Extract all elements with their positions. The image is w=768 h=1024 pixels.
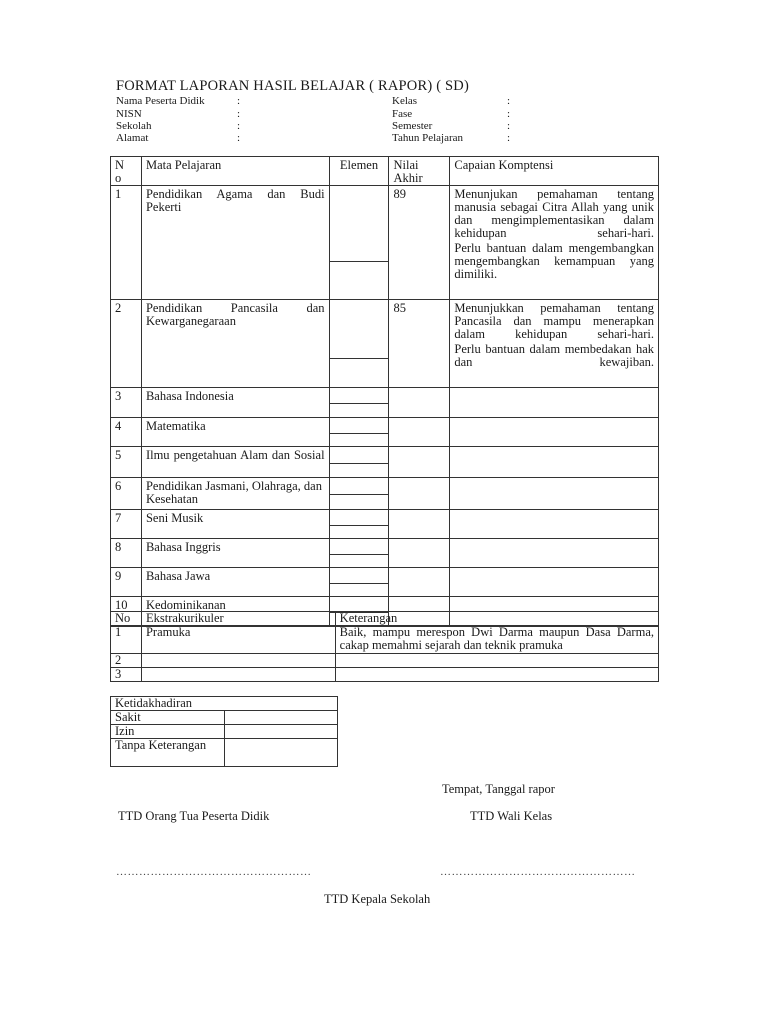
grade-row [111, 568, 659, 597]
element-split [330, 570, 389, 596]
principal-signature-label: TTD Kepala Sekolah [324, 892, 431, 906]
grade-score [389, 388, 450, 418]
grade-row [111, 388, 659, 418]
grade-no: 8 [111, 539, 142, 568]
grade-no: 5 [111, 447, 142, 478]
element-slot [330, 512, 389, 525]
extracurricular-row [111, 626, 659, 654]
extra-header-name: Ekstrakurikuler [141, 612, 335, 626]
teacher-signature-label: TTD Wali Kelas [470, 809, 553, 823]
grade-row [111, 478, 659, 510]
document-title: FORMAT LAPORAN HASIL BELAJAR ( RAPOR) ( SD) [116, 78, 470, 94]
grade-subject: Bahasa Inggris [141, 539, 329, 568]
element-slot [330, 390, 389, 403]
grades-table [110, 156, 659, 627]
header-element: Elemen [329, 157, 389, 186]
identity-left-colon: : [237, 120, 241, 132]
absence-label: Sakit [111, 711, 225, 725]
element-split [330, 512, 389, 538]
element-slot [330, 463, 389, 478]
identity-right-colon: : [507, 108, 511, 120]
absence-value [224, 725, 337, 739]
header-score: Nilai Akhir [389, 157, 450, 186]
grade-element [329, 478, 389, 510]
extra-note [335, 668, 658, 682]
absence-label: Tanpa Keterangan [111, 739, 225, 767]
extra-name: Pramuka [141, 626, 335, 654]
element-slot [330, 449, 389, 463]
element-split [330, 390, 389, 417]
identity-left-colon: : [237, 95, 241, 107]
grade-row [111, 447, 659, 478]
extra-header-no: No [111, 612, 142, 626]
grade-row [111, 539, 659, 568]
grade-no: 10 [111, 597, 142, 627]
identity-right-colon: : [507, 132, 511, 144]
header-subject: Mata Pelajaran [141, 157, 329, 186]
grade-subject: Seni Musik [141, 510, 329, 539]
grade-no: 2 [111, 300, 142, 388]
extra-note [335, 654, 658, 668]
grade-row [111, 418, 659, 447]
absence-row [111, 725, 338, 739]
element-slot [330, 420, 389, 433]
element-slot [330, 480, 389, 494]
grade-subject: Pendidikan Pancasila dan Kewarganegaraan [141, 300, 329, 388]
parent-signature-line: …………………………………………… [116, 866, 312, 878]
grade-achievement [450, 568, 659, 597]
place-date-label: Tempat, Tanggal rapor [442, 782, 555, 796]
grade-subject: Matematika [141, 418, 329, 447]
teacher-signature-line: …………………………………………… [440, 866, 636, 878]
grade-score: 85 [389, 300, 450, 388]
grade-score [389, 478, 450, 510]
grade-row [111, 510, 659, 539]
extra-no: 2 [111, 654, 142, 668]
element-slot [330, 188, 389, 261]
extra-no: 1 [111, 626, 142, 654]
element-slot [330, 554, 389, 568]
grade-achievement [450, 447, 659, 478]
grade-element [329, 186, 389, 300]
extracurricular-row [111, 668, 659, 682]
grade-subject: Pendidikan Jasmani, Olahraga, dan Kesehatan [141, 478, 329, 510]
extracurricular-body [111, 626, 659, 682]
identity-right-label: Fase [392, 108, 413, 120]
grade-score: 89 [389, 186, 450, 300]
achievement-text-1: Menunjukkan pemahaman tentang Pancasila dan mampu menerapkan dalam kehidupan sehari-hari. [454, 301, 654, 341]
grade-element [329, 510, 389, 539]
element-split [330, 302, 389, 387]
identity-right-colon: : [507, 120, 511, 132]
grade-element [329, 388, 389, 418]
grade-no: 1 [111, 186, 142, 300]
grade-achievement [450, 510, 659, 539]
grade-no: 3 [111, 388, 142, 418]
identity-left-label: Alamat [116, 132, 149, 144]
grade-score [389, 510, 450, 539]
grades-body [111, 186, 659, 627]
grade-subject: Bahasa Indonesia [141, 388, 329, 418]
extra-name [141, 654, 335, 668]
grade-row [111, 300, 659, 388]
absence-value [224, 711, 337, 725]
extracurricular-table [110, 611, 659, 682]
element-slot [330, 403, 389, 417]
achievement-text-1: Menunjukan pemahaman tentang manusia sebagai Citra Allah yang unik dan mengimplementasikan dalam kehidupan sehari-hari. [454, 187, 654, 240]
element-slot [330, 494, 389, 509]
identity-right-label: Kelas [392, 95, 418, 107]
grade-score [389, 539, 450, 568]
grade-achievement [450, 186, 659, 300]
grade-score [389, 568, 450, 597]
parent-signature-label: TTD Orang Tua Peserta Didik [118, 809, 270, 823]
identity-right-colon: : [507, 95, 511, 107]
header-no: N o [111, 157, 142, 186]
extra-note: Baik, mampu merespon Dwi Darma maupun Dasa Darma, cakap memahmi sejarah dan teknik pramuka [335, 626, 658, 654]
identity-right-label: Tahun Pelajaran [392, 132, 464, 144]
grade-no: 4 [111, 418, 142, 447]
element-slot [330, 570, 389, 583]
element-slot [330, 261, 389, 299]
achievement-text-2: Perlu bantuan dalam membedakan hak dan kewajiban. [454, 342, 654, 369]
element-split [330, 420, 389, 446]
grade-achievement [450, 418, 659, 447]
absence-value [224, 739, 337, 767]
absence-label: Izin [111, 725, 225, 739]
identity-left-label: NISN [116, 108, 142, 120]
extra-no: 3 [111, 668, 142, 682]
identity-left-colon: : [237, 132, 241, 144]
extra-name [141, 668, 335, 682]
extra-header-note: Keterangan [335, 612, 658, 626]
grade-subject: Bahasa Jawa [141, 568, 329, 597]
grade-achievement [450, 388, 659, 418]
element-split [330, 449, 389, 477]
grade-no: 7 [111, 510, 142, 539]
absence-table [110, 696, 338, 767]
grade-element [329, 447, 389, 478]
absence-header: Ketidakhadiran [111, 697, 338, 711]
grade-element [329, 418, 389, 447]
element-slot [330, 583, 389, 597]
grade-achievement [450, 300, 659, 388]
element-slot [330, 525, 389, 539]
grade-achievement [450, 539, 659, 568]
element-split [330, 541, 389, 567]
grade-subject: Kedominikanan [141, 597, 329, 627]
grade-row [111, 186, 659, 300]
grade-score [389, 418, 450, 447]
element-split [330, 188, 389, 299]
grade-score [389, 447, 450, 478]
grade-element [329, 568, 389, 597]
identity-left-label: Nama Peserta Didik [116, 95, 205, 107]
element-slot [330, 358, 389, 387]
absence-row [111, 739, 338, 767]
grade-no: 6 [111, 478, 142, 510]
grade-no: 9 [111, 568, 142, 597]
grade-achievement [450, 478, 659, 510]
element-slot [330, 433, 389, 447]
identity-right-label: Semester [392, 120, 433, 132]
absence-row [111, 711, 338, 725]
achievement-text-2: Perlu bantuan dalam mengembangkan mengembangkan kemampuan yang dimiliki. [454, 241, 654, 281]
identity-left-label: Sekolah [116, 120, 152, 132]
header-achievement: Capaian Komptensi [450, 157, 659, 186]
element-split [330, 480, 389, 509]
grade-element [329, 300, 389, 388]
identity-left-colon: : [237, 108, 241, 120]
grade-subject: Ilmu pengetahuan Alam dan Sosial [141, 447, 329, 478]
element-slot [330, 541, 389, 554]
extracurricular-row [111, 654, 659, 668]
element-slot [330, 302, 389, 358]
grade-subject: Pendidikan Agama dan Budi Pekerti [141, 186, 329, 300]
grade-element [329, 539, 389, 568]
absence-body [111, 711, 338, 767]
